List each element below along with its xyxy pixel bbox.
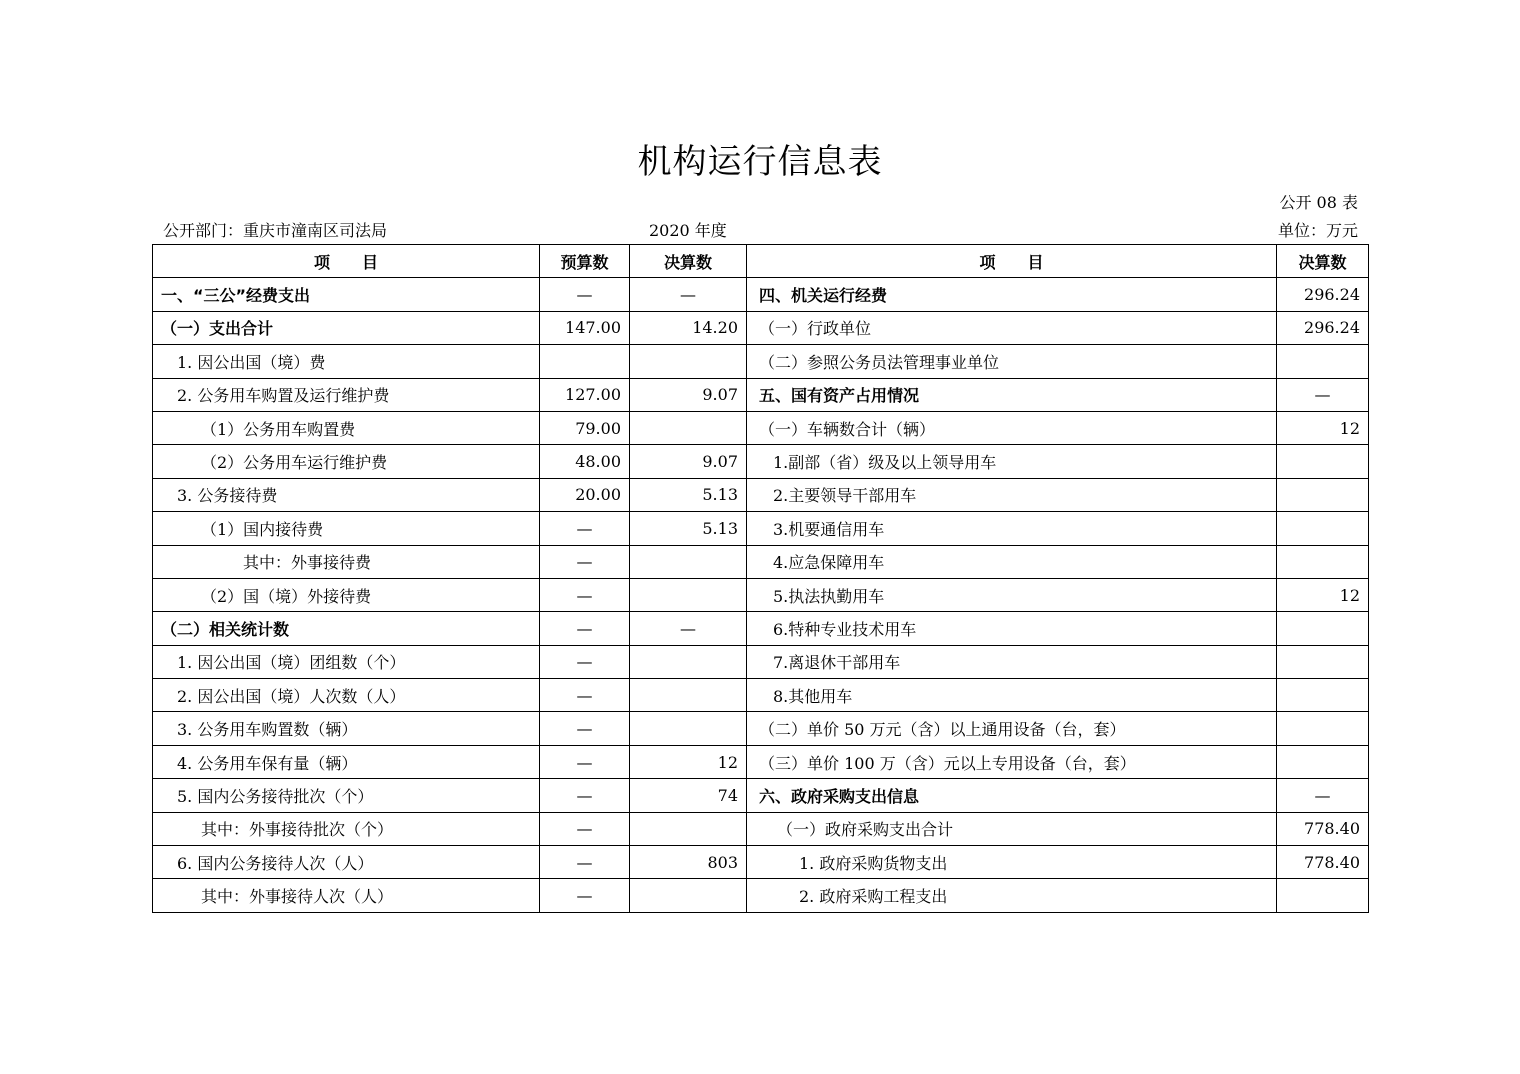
right-item-cell: 1.副部（省）级及以上领导用车	[747, 445, 1277, 478]
budget-cell: 147.00	[540, 311, 630, 344]
table-header-row	[153, 245, 1369, 278]
left-item-cell: 6. 国内公务接待人次（人）	[153, 846, 540, 879]
budget-cell: 79.00	[540, 411, 630, 444]
budget-cell	[540, 345, 630, 378]
right-item-cell: 6.特种专业技术用车	[747, 612, 1277, 645]
final-right-cell	[1277, 745, 1369, 778]
final-right-cell: 12	[1277, 578, 1369, 611]
final-right-cell: 778.40	[1277, 812, 1369, 845]
table-row	[153, 879, 1369, 912]
department-label: 公开部门：重庆市潼南区司法局	[163, 221, 388, 240]
left-item-cell: 其中：外事接待批次（个）	[153, 812, 540, 845]
final-right-cell	[1277, 545, 1369, 578]
left-item-cell: （2）国（境）外接待费	[153, 578, 540, 611]
table-row	[153, 779, 1369, 812]
budget-cell: 20.00	[540, 478, 630, 511]
final-left-cell: 12	[630, 745, 747, 778]
final-left-cell	[630, 645, 747, 678]
right-item-cell: （一）车辆数合计（辆）	[747, 411, 1277, 444]
left-item-cell: 4. 公务用车保有量（辆）	[153, 745, 540, 778]
final-left-cell	[630, 578, 747, 611]
header-item-left: 项 目	[153, 245, 540, 278]
table-row	[153, 712, 1369, 745]
form-number: 公开 08 表	[1279, 193, 1358, 212]
table-row	[153, 745, 1369, 778]
left-item-cell: 1. 因公出国（境）费	[153, 345, 540, 378]
table-row	[153, 378, 1369, 411]
right-item-cell: 3.机要通信用车	[747, 512, 1277, 545]
right-item-cell: 7.离退休干部用车	[747, 645, 1277, 678]
final-left-cell	[630, 411, 747, 444]
table-row	[153, 645, 1369, 678]
table-row	[153, 445, 1369, 478]
left-item-cell: （二）相关统计数	[153, 612, 540, 645]
final-right-cell	[1277, 445, 1369, 478]
left-item-cell: 2. 公务用车购置及运行维护费	[153, 378, 540, 411]
final-left-cell: 9.07	[630, 378, 747, 411]
final-left-cell	[630, 345, 747, 378]
budget-cell: 127.00	[540, 378, 630, 411]
final-left-cell	[630, 679, 747, 712]
budget-cell: —	[540, 879, 630, 912]
final-right-cell	[1277, 612, 1369, 645]
final-left-cell: 803	[630, 846, 747, 879]
right-item-cell: 四、机关运行经费	[747, 278, 1277, 311]
unit-label: 单位：万元	[1277, 221, 1358, 240]
final-left-cell	[630, 712, 747, 745]
table-row	[153, 578, 1369, 611]
left-item-cell: 一、“三公”经费支出	[153, 278, 540, 311]
final-right-cell	[1277, 478, 1369, 511]
table-body	[153, 278, 1369, 912]
right-item-cell: （二）单价 50 万元（含）以上通用设备（台，套）	[747, 712, 1277, 745]
left-item-cell: 3. 公务用车购置数（辆）	[153, 712, 540, 745]
final-left-cell: 74	[630, 779, 747, 812]
info-table	[152, 244, 1369, 913]
header-final-left: 决算数	[630, 245, 747, 278]
header-item-right: 项 目	[747, 245, 1277, 278]
table-row	[153, 612, 1369, 645]
budget-cell: —	[540, 812, 630, 845]
final-right-cell	[1277, 712, 1369, 745]
left-item-cell: 1. 因公出国（境）团组数（个）	[153, 645, 540, 678]
budget-cell: —	[540, 512, 630, 545]
header-budget: 预算数	[540, 245, 630, 278]
left-item-cell: 5. 国内公务接待批次（个）	[153, 779, 540, 812]
page-title: 机构运行信息表	[637, 142, 883, 182]
left-item-cell: （1）公务用车购置费	[153, 411, 540, 444]
right-item-cell: （一）政府采购支出合计	[747, 812, 1277, 845]
budget-cell: —	[540, 745, 630, 778]
left-item-cell: （1）国内接待费	[153, 512, 540, 545]
final-left-cell: 5.13	[630, 478, 747, 511]
table-row	[153, 345, 1369, 378]
right-item-cell: （三）单价 100 万（含）元以上专用设备（台，套）	[747, 745, 1277, 778]
table-row	[153, 812, 1369, 845]
final-right-cell: 296.24	[1277, 311, 1369, 344]
final-left-cell	[630, 879, 747, 912]
right-item-cell: 2. 政府采购工程支出	[747, 879, 1277, 912]
table-row	[153, 278, 1369, 311]
final-left-cell: 9.07	[630, 445, 747, 478]
final-left-cell: —	[630, 612, 747, 645]
table-row	[153, 478, 1369, 511]
right-item-cell: 2.主要领导干部用车	[747, 478, 1277, 511]
final-right-cell: —	[1277, 779, 1369, 812]
table-row	[153, 679, 1369, 712]
final-right-cell	[1277, 345, 1369, 378]
right-item-cell: （一）行政单位	[747, 311, 1277, 344]
table-row	[153, 846, 1369, 879]
final-right-cell: 12	[1277, 411, 1369, 444]
final-left-cell: 5.13	[630, 512, 747, 545]
header-final-right: 决算数	[1277, 245, 1369, 278]
final-left-cell	[630, 545, 747, 578]
right-item-cell: 8.其他用车	[747, 679, 1277, 712]
table-row	[153, 545, 1369, 578]
right-item-cell: （二）参照公务员法管理事业单位	[747, 345, 1277, 378]
final-left-cell: 14.20	[630, 311, 747, 344]
final-left-cell	[630, 812, 747, 845]
left-item-cell: 2. 因公出国（境）人次数（人）	[153, 679, 540, 712]
table-row	[153, 512, 1369, 545]
budget-cell: —	[540, 846, 630, 879]
year-label: 2020 年度	[649, 221, 727, 240]
budget-cell: —	[540, 712, 630, 745]
budget-cell: —	[540, 679, 630, 712]
left-item-cell: 其中：外事接待费	[153, 545, 540, 578]
left-item-cell: （一）支出合计	[153, 311, 540, 344]
left-item-cell: （2）公务用车运行维护费	[153, 445, 540, 478]
right-item-cell: 五、国有资产占用情况	[747, 378, 1277, 411]
final-right-cell	[1277, 512, 1369, 545]
final-left-cell: —	[630, 278, 747, 311]
budget-cell: —	[540, 278, 630, 311]
budget-cell: —	[540, 545, 630, 578]
right-item-cell: 5.执法执勤用车	[747, 578, 1277, 611]
final-right-cell	[1277, 879, 1369, 912]
table-row	[153, 411, 1369, 444]
final-right-cell: —	[1277, 378, 1369, 411]
table-row	[153, 311, 1369, 344]
right-item-cell: 4.应急保障用车	[747, 545, 1277, 578]
left-item-cell: 其中：外事接待人次（人）	[153, 879, 540, 912]
budget-cell: 48.00	[540, 445, 630, 478]
budget-cell: —	[540, 779, 630, 812]
final-right-cell: 296.24	[1277, 278, 1369, 311]
left-item-cell: 3. 公务接待费	[153, 478, 540, 511]
right-item-cell: 1. 政府采购货物支出	[747, 846, 1277, 879]
right-item-cell: 六、政府采购支出信息	[747, 779, 1277, 812]
final-right-cell	[1277, 645, 1369, 678]
budget-cell: —	[540, 578, 630, 611]
budget-cell: —	[540, 645, 630, 678]
final-right-cell	[1277, 679, 1369, 712]
final-right-cell: 778.40	[1277, 846, 1369, 879]
meta-row	[163, 218, 1358, 240]
budget-cell: —	[540, 612, 630, 645]
